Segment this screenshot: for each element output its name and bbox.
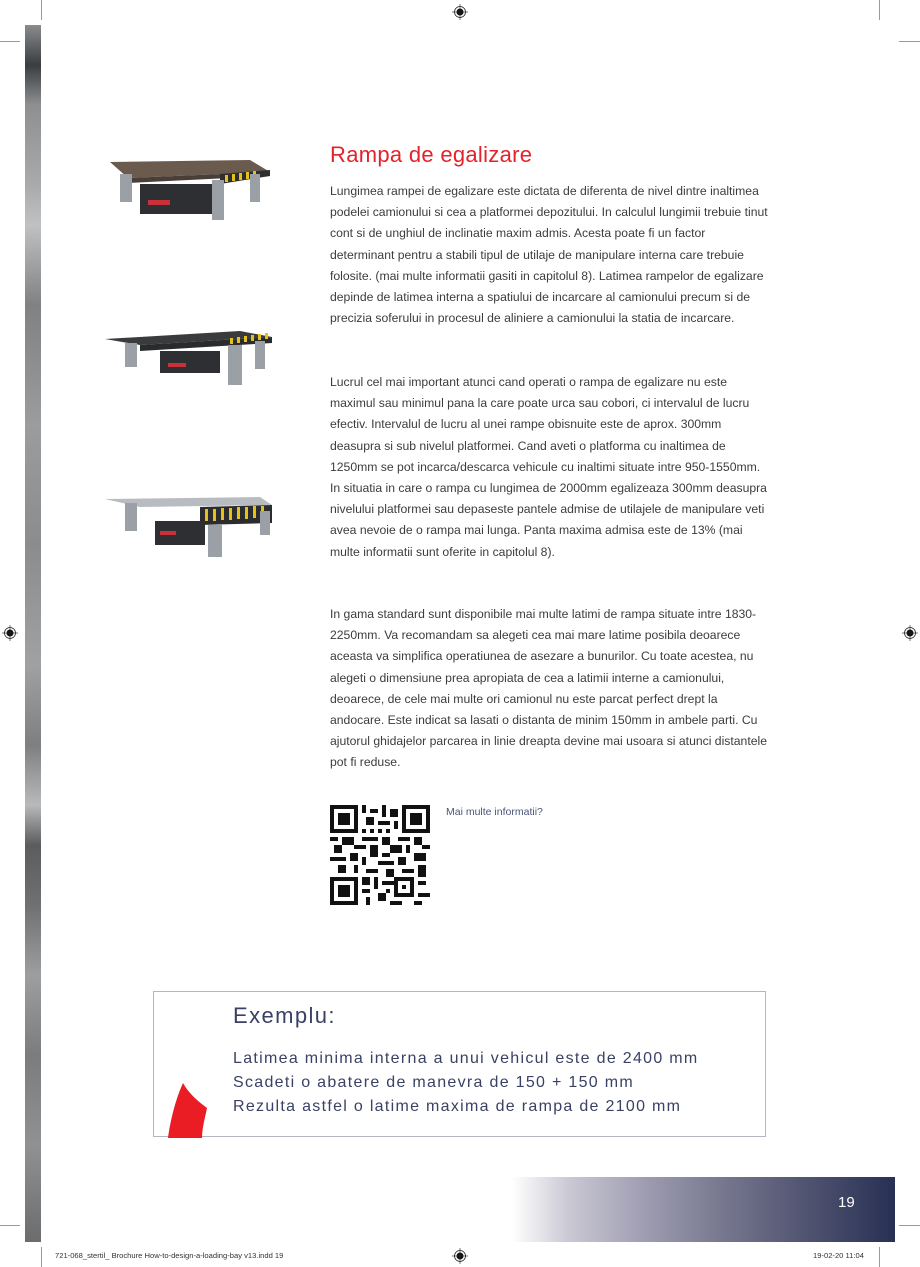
paragraph-3 [330,604,770,774]
crop-mark [899,1225,920,1226]
crop-mark [879,1247,880,1267]
crop-mark [41,1247,42,1267]
dock-leveler-image-3 [100,485,275,565]
slug-date: 19-02-20 11:04 [813,1251,864,1260]
crop-mark [0,1225,20,1226]
paragraph-text: Lungimea rampei de egalizare este dictata de diferenta de nivel dintre inaltimea podelei camionului si cea a platformei depozitului. In calculul lungimii trebuie tinut cont si de unghiul de inclinatie maxim admis. Acesta poate fi un factor determinant pentru a stabili tipul de utilaje de manipulare interna care trebuie folosite. (mai multe informatii gasiti in capitolul 8). Latimea rampelor de egalizare depinde de latimea interna a spatiului de incarcare al camionului precum si de precizia soferului in procesul de aliniere a camionului la statia de incarcare. [330,184,768,326]
paragraph-1 [330,181,770,329]
dock-leveler-image-2 [100,318,275,398]
example-title: Exemplu: [233,1003,336,1028]
example-line: Rezulta astfel o latime maxima de rampa de 2100 mm [233,1098,682,1115]
decorative-photo-strip [25,25,41,1242]
more-info-link[interactable]: Mai multe informatii? [446,806,543,818]
crop-mark [879,0,880,20]
paragraph-text: Lucrul cel mai important atunci cand operati o rampa de egalizare nu este maximul sau minimul pana la care poate urca sau cobori, ci intervalul de lucru efectiv. Intervalul de lucru al unei rampe obisnuite este de aprox. 300mm deasupra si sub nivelul platformei. Cand aveti o platforma cu inaltimea de 1250mm se pot incarca/descarca vehicule cu inaltimi situate intre 950-1550mm. In situatia in care o rampa cu lungimea de 2000mm egalizeaza 300mm deasupra nivelului platformei sau depaseste pantele admise de utilajele de manipulare veti avea nevoie de o rampa mai lunga. Panta maxima admisa este de 13% (mai multe informatii sunt oferite in capitolul 8). [330,375,767,559]
paragraph-2 [330,372,770,563]
registration-mark-icon [452,1248,468,1264]
registration-mark-icon [902,625,918,641]
slug-filename: 721-068_stertil_ Brochure How-to-design-a-loading-bay v13.indd 19 [55,1251,284,1260]
example-line: Latimea minima interna a unui vehicul este de 2400 mm [233,1050,699,1067]
dock-leveler-image-1 [100,150,275,230]
paragraph-text: In gama standard sunt disponibile mai multe latimi de rampa situate intre 1830-2250mm. Va recomandam sa alegeti cea mai mare latime posibila deoarece aceasta va simplifica operatiunea de asezare a bunurilor. Cu toate acestea, nu alegeti o dimensiune prea apropiata de cea a latimii interne a camionului, deoarece, de cele mai multe ori camionul nu este parcat perfect drept la andocare. Este indicat sa lasati o distanta de minim 150mm in ambele parti. Cu ajutorul ghidajelor parcarea in linie dreapta devine mai usoara si atunci distantele pot fi reduse. [330,607,767,770]
crop-mark [0,41,20,42]
example-line: Scadeti o abatere de manevra de 150 + 150 mm [233,1074,634,1091]
page-title: Rampa de egalizare [330,142,533,167]
crop-mark [899,41,920,42]
red-accent-shape [165,1080,211,1138]
registration-mark-icon [2,625,18,641]
page-number: 19 [838,1194,855,1211]
registration-mark-icon [452,4,468,20]
crop-mark [41,0,42,20]
qr-code-icon[interactable] [330,805,430,905]
